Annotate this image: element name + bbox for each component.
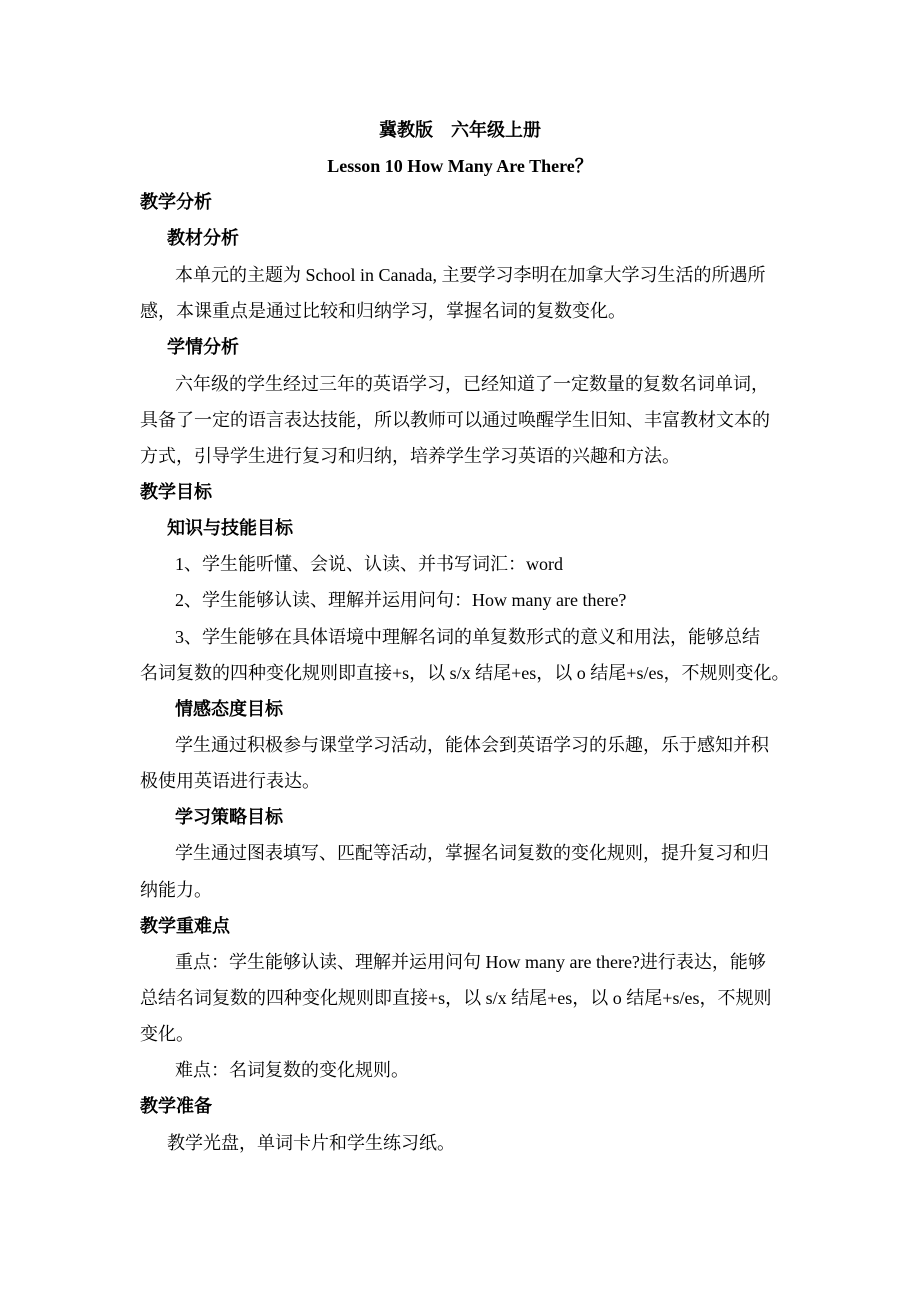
goal-item: 3、学生能够在具体语境中理解名词的单复数形式的意义和用法，能够总结 xyxy=(175,627,760,647)
subsection-heading: 学情分析 xyxy=(167,337,239,357)
paragraph-line: 本单元的主题为 School in Canada, 主要学习李明在加拿大学习生活的所遇所 xyxy=(175,265,766,285)
goal-item: 2、学生能够认读、理解并运用问句：How many are there? xyxy=(175,590,627,610)
paragraph-line: 重点：学生能够认读、理解并运用问句 How many are there?进行表达，能够 xyxy=(175,952,766,972)
paragraph-line: 总结名词复数的四种变化规则即直接+s，以 s/x 结尾+es，以 o 结尾+s/es，不规则 xyxy=(140,988,772,1008)
paragraph-line: 教学光盘，单词卡片和学生练习纸。 xyxy=(167,1133,455,1153)
paragraph-line: 极使用英语进行表达。 xyxy=(140,771,320,791)
subsection-heading: 情感态度目标 xyxy=(175,699,283,719)
paragraph-line: 学生通过图表填写、匹配等活动，掌握名词复数的变化规则，提升复习和归 xyxy=(175,843,769,863)
paragraph-line: 具备了一定的语言表达技能，所以教师可以通过唤醒学生旧知、丰富教材文本的 xyxy=(140,410,770,430)
section-heading: 教学重难点 xyxy=(140,916,230,936)
paragraph-line: 六年级的学生经过三年的英语学习，已经知道了一定数量的复数名词单词， xyxy=(175,374,769,394)
edition-title: 冀教版 六年级上册 xyxy=(379,120,541,140)
subsection-heading: 学习策略目标 xyxy=(175,807,283,827)
goal-item: 名词复数的四种变化规则即直接+s，以 s/x 结尾+es，以 o 结尾+s/es，不规则变化。 xyxy=(140,663,790,683)
paragraph-line: 变化。 xyxy=(140,1024,194,1044)
section-heading: 教学分析 xyxy=(140,192,212,212)
paragraph-line: 纳能力。 xyxy=(140,880,212,900)
subsection-heading: 教材分析 xyxy=(167,228,239,248)
paragraph-line: 方式，引导学生进行复习和归纳，培养学生学习英语的兴趣和方法。 xyxy=(140,446,680,466)
paragraph-line: 难点：名词复数的变化规则。 xyxy=(175,1060,409,1080)
paragraph-line: 感，本课重点是通过比较和归纳学习，掌握名词的复数变化。 xyxy=(140,301,626,321)
lesson-title: Lesson 10 How Many Are There？ xyxy=(327,156,593,176)
paragraph-line: 学生通过积极参与课堂学习活动，能体会到英语学习的乐趣，乐于感知并积 xyxy=(175,735,769,755)
section-heading: 教学目标 xyxy=(140,482,212,502)
section-heading: 教学准备 xyxy=(140,1096,212,1116)
subsection-heading: 知识与技能目标 xyxy=(167,518,293,538)
goal-item: 1、学生能听懂、会说、认读、并书写词汇：word xyxy=(175,554,563,574)
